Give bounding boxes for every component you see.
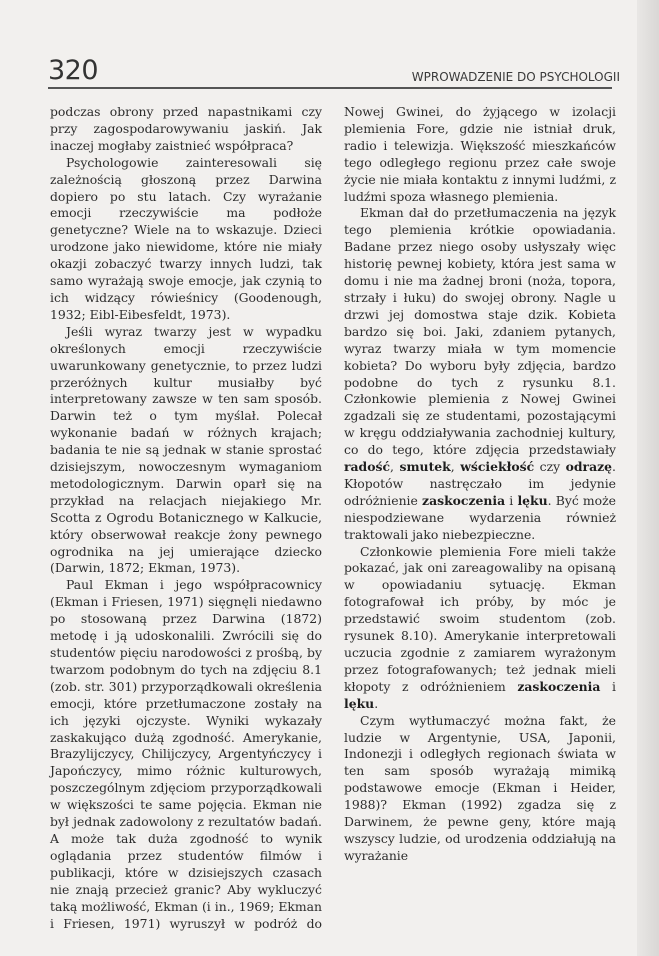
emotion-term: lęku <box>517 492 548 508</box>
text-span: Ekman dał do przetłumaczenia na język tego plemienia krótkie opowiadania. Badane przez niego osoby usłyszały więc historię pewnej kobiety, która jest sama w domu i nie ma żadnej broni (noża, topora, strzały i łuku) do swojej obrony. Nagle u drzwi jej domostwa staje dzik. Kobieta bardzo się boi. Jaki, zdaniem pytanych, wyraz twarzy miała w tym momencie kobieta? Do wyboru były zdjęcia, bardzo podobne do tych z rysunku 8.1. Członkowie plemienia z Nowej Gwinei zgadzali się ze studentami, pozostającymi w kręgu oddziaływania zachodniej kultury, co do tego, które zdjęcia przedstawiały <box>344 205 616 458</box>
header-rule <box>48 87 612 89</box>
text-span: , <box>450 459 461 475</box>
emotion-term: radość <box>344 459 391 475</box>
text-span: Jeśli wyraz twarzy jest w wypadku określonych emocji rzeczywiście uwarunkowany genetycznie, to przez ludzi przeróżnych kultur musiałby być interpretowany zawsze w ten sam sposób. Darwin też o tym myślał. Polecał wykonanie badań w różnych krajach; badania te nie są jednak w stanie sprostać dzisiejszym, nowoczesnym wymaganiom metodologicznym. Darwin oparł się na przykład na relacjach niejakiego Mr. Scotta z Ogrodu Botanicznego w Kalkucie, który obserwował reakcje żony pewnego ogrodnika na jej umierające dziecko (Darwin, 1872; Ekman, 1973). <box>50 323 322 576</box>
paragraph <box>50 324 322 578</box>
text-span: i <box>505 492 518 508</box>
paragraph <box>344 713 616 865</box>
paragraph <box>344 544 616 713</box>
emotion-term: lęku <box>344 695 375 711</box>
text-span: . Kłopotów nastręczało im jedynie odróżnienie <box>344 459 616 508</box>
text-span: . Być może niespodziewane wydarzenia również traktowali jako niebezpieczne. <box>344 492 617 542</box>
emotion-term: zaskoczenia <box>517 678 601 694</box>
text-span: Paul Ekman i jego współpracownicy (Ekman i Friesen, 1971) sięgnęli niedawno po stosowaną przez Darwina (1872) metodę i ją udoskonalili. Zwrócili się do studentów pięciu narodowości z prośbą, by twarzom podobnym do tych na zdjęciu 8.1 (zob. str. 301) przyporządkowali określenia emocji, które przetłumaczone zostały na ich języki ojczyste. Wyniki wykazały zaskakująco dużą zgodność. Amerykanie, Brazylijczycy, Chilijczycy, Argentyńczycy i Japończycy, mimo różnic kulturowych, poszczególnym zdjęciom przyporządkowali w większości te same pojęcia. Ekman nie był jednak zadowolony z rezultatów badań. A może tak duża zgodność to wynik oglądania przez studentów filmów i publikacji, które w dzisiejszych czasach nie znają przecież granic? Aby wykluczyć taką możliwość, Ekman (i in., 1969; Ekman i Friesen, 1971) wyruszył w podróż do Nowej Gwinei, do żyjącego w izolacji plemienia Fore, gdzie nie istniał druk, radio i telewizja. Większość mieszkańców tego odległego regionu przez całe swoje życie nie miała kontaktu z innymi ludźmi, z ludźmi spoza własnego plemienia. <box>50 104 616 931</box>
emotion-term: zaskoczenia <box>422 492 506 508</box>
emotion-term: wściekłość <box>460 459 535 475</box>
emotion-term: odrazę <box>565 459 613 475</box>
text-span: Psychologowie zainteresowali się zależnością głoszoną przez Darwina dopiero po stu latach. Czy wyrażanie emocji rzeczywiście ma podłoże genetyczne? Wiele na to wskazuje. Dzieci urodzone jako niewidome, które nie miały okazji zobaczyć twarzy innych ludzi, tak samo wyrażają swoje emocje, jak czynią to ich widzący rówieśnicy (Goodenough, 1932; Eibl-Eibesfeldt, 1973). <box>50 154 322 322</box>
text-span: Czym wytłumaczyć można fakt, że ludzie w Argentynie, USA, Japonii, Indonezji i odległych regionach świata w ten sam sposób wyrażają mimiką podstawowe emocje (Ekman i Heider, 1988)? Ekman (1992) zgadza się z Darwinem, że pewne geny, które mają wszyscy ludzie, od urodzenia oddziałują na wyrażanie <box>344 712 616 863</box>
text-span: i <box>600 678 616 694</box>
paragraph <box>50 155 322 324</box>
page-number: 320 <box>48 55 99 86</box>
running-title: WPROWADZENIE DO PSYCHOLOGII <box>411 70 620 84</box>
text-span: podczas obrony przed napastnikami czy przy zagospodarowywaniu jaskiń. Jak inaczej mogłaby zaistnieć współpraca? <box>50 104 322 153</box>
text-span: . <box>374 695 379 711</box>
page-edge-shadow <box>637 0 659 956</box>
emotion-term: smutek <box>399 459 451 475</box>
paragraph <box>344 205 616 543</box>
text-span: Członkowie plemienia Fore mieli także pokazać, jak oni zareagowaliby na opisaną w opowiadaniu sytuację. Ekman fotografował ich próby, by móc je przedstawić swoim studentom (zob. rysunek 8.10). Amerykanie interpretowali uczucia zgodnie z zamiarem wyrażonym przez fotografowanych; też jednak mieli kłopoty z odróżnieniem <box>344 543 616 694</box>
paragraph <box>50 104 322 155</box>
text-span: czy <box>534 459 566 475</box>
text-span: , <box>390 459 400 475</box>
page-header <box>40 52 620 92</box>
body-text <box>50 104 616 944</box>
